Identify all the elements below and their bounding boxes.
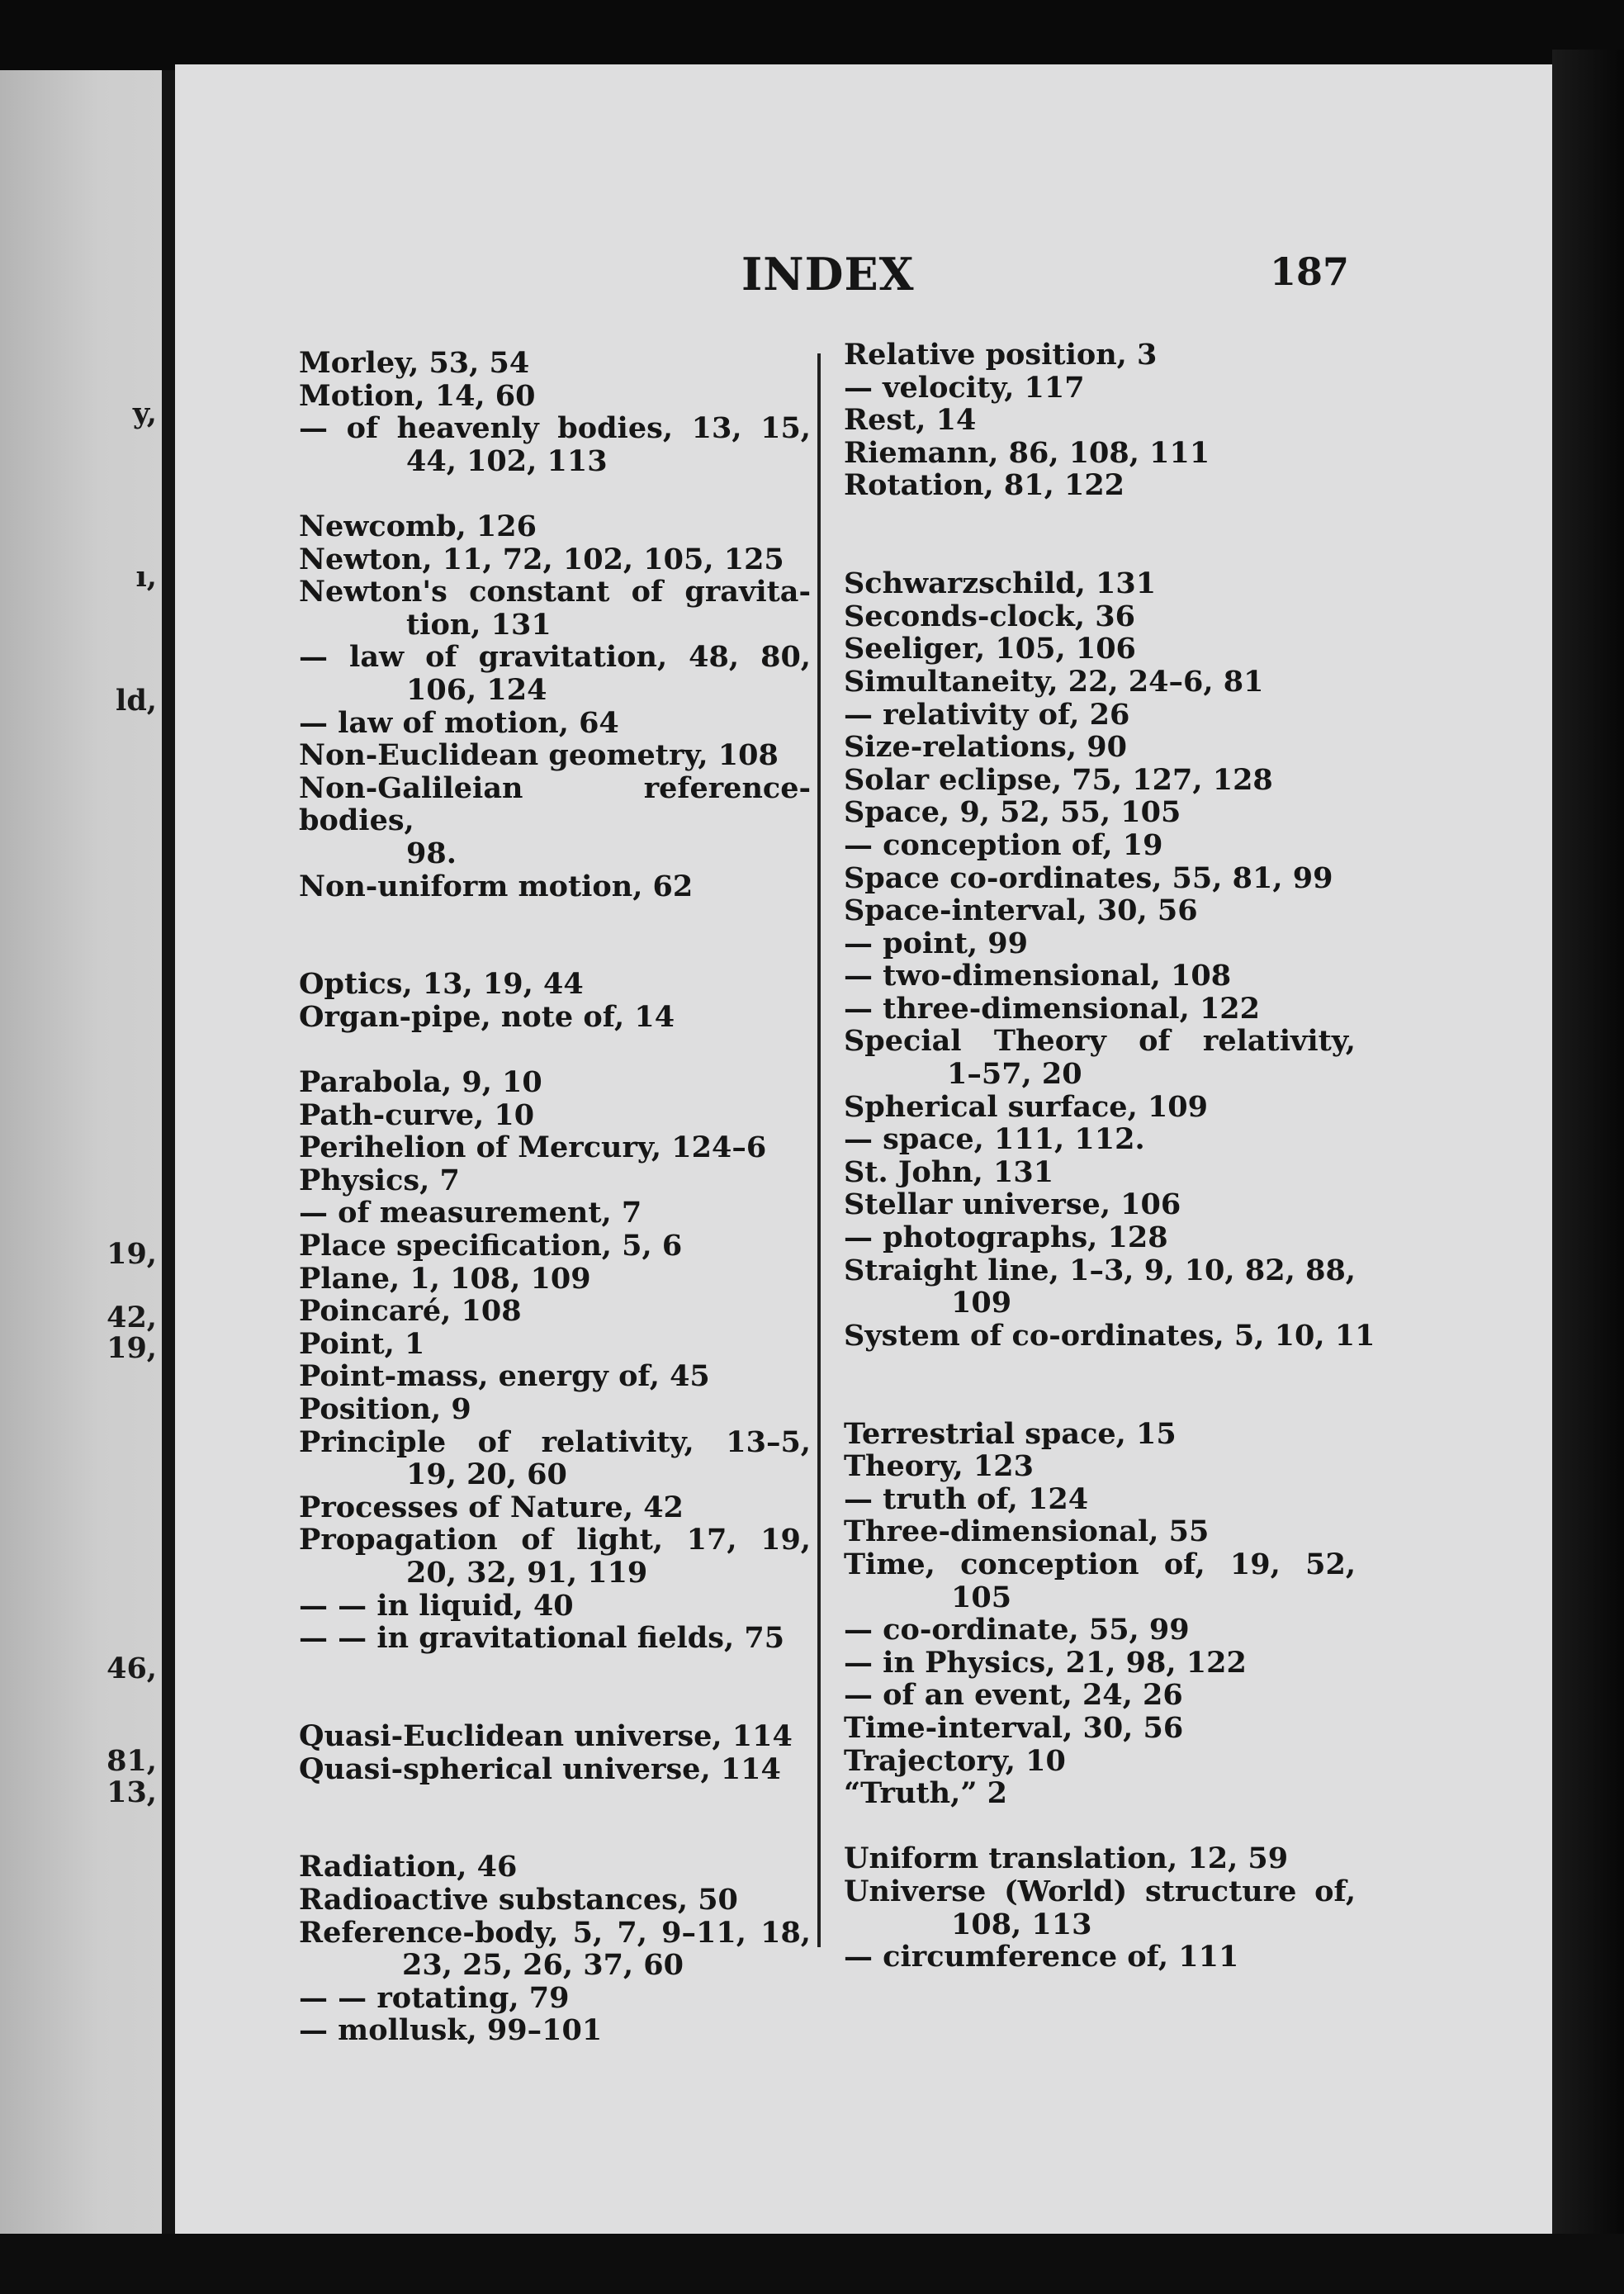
index-entry: Relative position, 3 bbox=[844, 338, 1158, 372]
index-entry: Radioactive substances, 50 bbox=[299, 1882, 738, 1917]
index-entry: Non-Galileian reference-bodies, bbox=[299, 770, 811, 838]
index-entry: Universe (World) structure of, bbox=[844, 1874, 1356, 1908]
index-entry: Rest, 14 bbox=[844, 403, 977, 438]
index-entry: Solar eclipse, 75, 127, 128 bbox=[844, 762, 1273, 797]
scan-bottom-border bbox=[0, 2234, 1624, 2294]
index-entry-continuation: 20, 32, 91, 119 bbox=[406, 1555, 648, 1590]
index-entry-continuation: 98. bbox=[406, 836, 457, 870]
index-entry: — of heavenly bodies, 13, 15, bbox=[299, 411, 811, 446]
index-entry: Space co-ordinates, 55, 81, 99 bbox=[844, 860, 1333, 895]
index-entry: — — in gravitational fields, 75 bbox=[299, 1621, 785, 1656]
index-entry: — conception of, 19 bbox=[844, 827, 1163, 862]
index-column-left bbox=[299, 347, 811, 2047]
index-entry: Rotation, 81, 122 bbox=[844, 468, 1125, 503]
index-entry: — velocity, 117 bbox=[844, 370, 1085, 405]
index-entry: Radiation, 46 bbox=[299, 1850, 518, 1884]
index-column-right bbox=[844, 338, 1375, 1974]
index-entry-continuation: 19, 20, 60 bbox=[406, 1457, 567, 1492]
facing-page-fragment: y, bbox=[132, 396, 157, 430]
index-entry: Motion, 14, 60 bbox=[299, 378, 536, 413]
index-entry: — space, 111, 112. bbox=[844, 1122, 1145, 1157]
index-entry: Physics, 7 bbox=[299, 1163, 460, 1197]
index-entry: — relativity of, 26 bbox=[844, 697, 1130, 732]
index-entry-continuation: 23, 25, 26, 37, 60 bbox=[402, 1948, 684, 1983]
index-entry: — two-dimensional, 108 bbox=[844, 959, 1232, 993]
index-entry: — circumference of, 111 bbox=[844, 1940, 1239, 1974]
facing-page-edge bbox=[0, 70, 165, 2234]
index-entry: — in Physics, 21, 98, 122 bbox=[844, 1645, 1247, 1680]
index-entry-continuation: 105 bbox=[951, 1580, 1012, 1614]
facing-page-fragment: 13, bbox=[107, 1775, 157, 1809]
index-entry: Time-interval, 30, 56 bbox=[844, 1710, 1184, 1745]
index-entry: — truth of, 124 bbox=[844, 1481, 1089, 1516]
facing-page-fragment: 19, bbox=[107, 1331, 157, 1365]
index-entry: Spherical surface, 109 bbox=[844, 1089, 1209, 1124]
index-entry: “Truth,” 2 bbox=[844, 1776, 1007, 1811]
facing-page-fragment: ı, bbox=[135, 560, 157, 594]
index-entry: Poincaré, 108 bbox=[299, 1294, 522, 1329]
index-entry-continuation: tion, 131 bbox=[406, 607, 552, 642]
index-entry-continuation: 1–57, 20 bbox=[947, 1057, 1082, 1092]
index-entry: Straight line, 1–3, 9, 10, 82, 88, bbox=[844, 1253, 1356, 1287]
facing-page-fragment: 81, bbox=[107, 1744, 157, 1778]
index-entry: Parabola, 9, 10 bbox=[299, 1065, 542, 1100]
index-entry: Newton, 11, 72, 102, 105, 125 bbox=[299, 542, 784, 576]
index-entry: — three-dimensional, 122 bbox=[844, 991, 1261, 1026]
index-entry: Principle of relativity, 13–5, bbox=[299, 1424, 811, 1459]
index-entry: Seeliger, 105, 106 bbox=[844, 632, 1136, 666]
index-entry-continuation: 109 bbox=[951, 1286, 1012, 1320]
index-entry: Special Theory of relativity, bbox=[844, 1024, 1356, 1059]
index-entry: Non-Euclidean geometry, 108 bbox=[299, 738, 779, 773]
index-entry: — photographs, 128 bbox=[844, 1220, 1168, 1255]
index-entry: Seconds-clock, 36 bbox=[844, 599, 1135, 633]
index-entry: Quasi-Euclidean universe, 114 bbox=[299, 1718, 793, 1753]
index-entry-continuation: 108, 113 bbox=[951, 1907, 1092, 1941]
index-entry: — — rotating, 79 bbox=[299, 1980, 570, 2015]
index-entry: Trajectory, 10 bbox=[844, 1743, 1066, 1778]
index-entry: Reference-body, 5, 7, 9–11, 18, bbox=[299, 1915, 811, 1950]
index-entry-continuation: 106, 124 bbox=[406, 672, 547, 707]
index-entry: Plane, 1, 108, 109 bbox=[299, 1261, 591, 1296]
index-entry: Newcomb, 126 bbox=[299, 509, 537, 543]
index-entry: — co-ordinate, 55, 99 bbox=[844, 1613, 1190, 1647]
index-entry: Riemann, 86, 108, 111 bbox=[844, 435, 1210, 470]
page-number: 187 bbox=[1270, 249, 1350, 294]
index-entry: Processes of Nature, 42 bbox=[299, 1490, 684, 1524]
index-entry: Time, conception of, 19, 52, bbox=[844, 1547, 1356, 1581]
index-entry: Place specification, 5, 6 bbox=[299, 1229, 683, 1263]
index-entry: — point, 99 bbox=[844, 926, 1028, 960]
index-entry: Position, 9 bbox=[299, 1392, 471, 1426]
index-entry: Terrestrial space, 15 bbox=[844, 1416, 1177, 1451]
index-entry: — mollusk, 99–101 bbox=[299, 2013, 603, 2048]
index-entry: Theory, 123 bbox=[844, 1449, 1034, 1484]
index-entry: Size-relations, 90 bbox=[844, 730, 1127, 765]
facing-page-fragment: 42, bbox=[107, 1301, 157, 1334]
index-entry: St. John, 131 bbox=[844, 1154, 1054, 1189]
index-entry: Quasi-spherical universe, 114 bbox=[299, 1751, 781, 1786]
index-entry: System of co-ordinates, 5, 10, 11 bbox=[844, 1318, 1375, 1353]
facing-page-fragment: 19, bbox=[107, 1237, 157, 1271]
index-entry: Stellar universe, 106 bbox=[844, 1187, 1181, 1222]
index-entry: — of measurement, 7 bbox=[299, 1196, 642, 1230]
index-entry: Organ-pipe, note of, 14 bbox=[299, 999, 675, 1034]
index-entry: — — in liquid, 40 bbox=[299, 1588, 574, 1623]
index-entry: Space-interval, 30, 56 bbox=[844, 893, 1198, 928]
index-entry: Non-uniform motion, 62 bbox=[299, 869, 694, 903]
scan-right-border bbox=[1552, 50, 1624, 2294]
index-entry: Morley, 53, 54 bbox=[299, 346, 530, 380]
index-entry: Propagation of light, 17, 19, bbox=[299, 1523, 811, 1557]
index-entry: Point-mass, energy of, 45 bbox=[299, 1359, 710, 1394]
index-entry: — law of motion, 64 bbox=[299, 705, 619, 740]
index-entry: Uniform translation, 12, 59 bbox=[844, 1841, 1289, 1876]
index-entry: Optics, 13, 19, 44 bbox=[299, 967, 584, 1002]
index-entry: Newton's constant of gravita- bbox=[299, 575, 811, 609]
index-entry: — of an event, 24, 26 bbox=[844, 1678, 1183, 1713]
index-entry: Three-dimensional, 55 bbox=[844, 1514, 1210, 1549]
index-entry: — law of gravitation, 48, 80, bbox=[299, 640, 811, 675]
index-entry: Simultaneity, 22, 24–6, 81 bbox=[844, 664, 1264, 699]
page-title: INDEX bbox=[741, 248, 915, 301]
facing-page-fragment: 46, bbox=[107, 1652, 157, 1685]
index-entry: Point, 1 bbox=[299, 1326, 425, 1361]
index-entry-continuation: 44, 102, 113 bbox=[406, 443, 608, 478]
index-entry: Space, 9, 52, 55, 105 bbox=[844, 795, 1181, 830]
index-entry: Schwarzschild, 131 bbox=[844, 566, 1157, 601]
column-divider bbox=[817, 353, 821, 1947]
index-entry: Perihelion of Mercury, 124–6 bbox=[299, 1130, 767, 1165]
index-entry: Path-curve, 10 bbox=[299, 1097, 535, 1132]
facing-page-fragment: ld, bbox=[116, 684, 157, 718]
book-gutter bbox=[162, 70, 175, 2234]
